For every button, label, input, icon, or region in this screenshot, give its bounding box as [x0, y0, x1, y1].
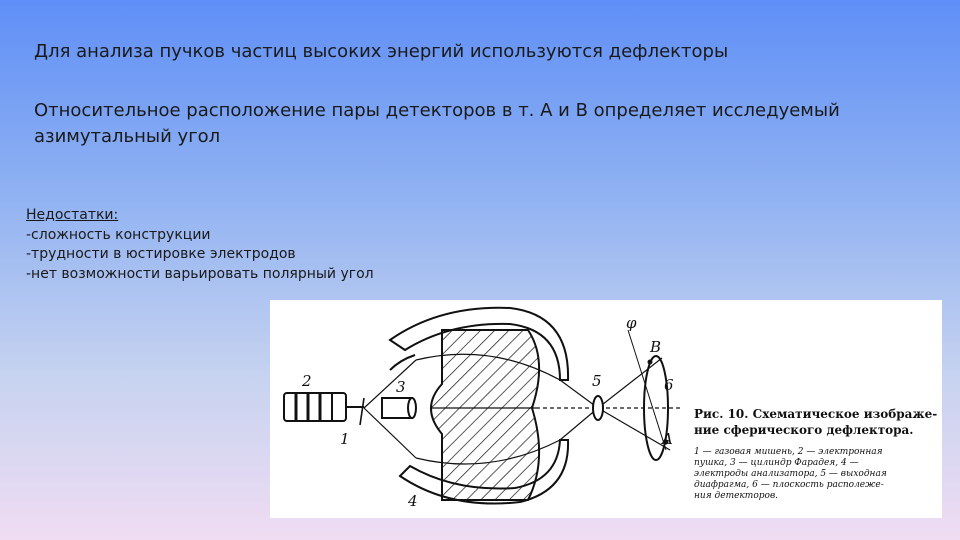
faraday-cup — [382, 398, 416, 418]
statement-deflectors: Для анализа пучков частиц высоких энергий используются дефлекторы — [34, 41, 729, 62]
deflector-diagram — [270, 300, 942, 518]
statement-azimuthal-angle: Относительное расположение пары детекторов в т. А и В определяет исследуемый азимутальный угол — [34, 100, 840, 147]
caption-line: Рис. 10. Схематическое изображе- — [694, 407, 938, 421]
drawback-item: -трудности в юстировке электродов — [26, 246, 296, 262]
label-2: 2 — [302, 372, 312, 390]
drawback-item: -сложность конструкции — [26, 226, 211, 243]
label-5: 5 — [592, 372, 602, 390]
label-A: A — [662, 430, 673, 448]
label-4: 4 — [408, 492, 418, 510]
legend-line: диафрагма, 6 — плоскость располеже- — [694, 480, 884, 490]
caption-line: ние сферического дефлектора. — [694, 423, 914, 437]
label-phi: φ — [626, 314, 637, 332]
deflector-figure — [270, 300, 942, 518]
drawback-item: -нет возможности варьировать полярный угол — [26, 265, 374, 282]
legend-line: электроды анализатора, 5 — выходная — [694, 469, 887, 479]
electron-gun — [284, 393, 346, 421]
gas-target — [360, 398, 364, 425]
label-6: 6 — [664, 376, 674, 394]
drawbacks-heading: Недостатки: — [26, 207, 119, 223]
detector-B — [648, 360, 653, 365]
label-1: 1 — [340, 430, 350, 448]
exit-diaphragm — [593, 396, 603, 420]
legend-line: ния детекторов. — [694, 491, 779, 501]
legend-line: 1 — газовая мишень, 2 — электронная — [694, 447, 883, 457]
label-3: 3 — [396, 378, 406, 396]
legend-line: пушка, 3 — цилиндр Фарадея, 4 — — [694, 458, 859, 468]
drawbacks-block — [26, 206, 374, 284]
label-B: B — [650, 338, 662, 356]
